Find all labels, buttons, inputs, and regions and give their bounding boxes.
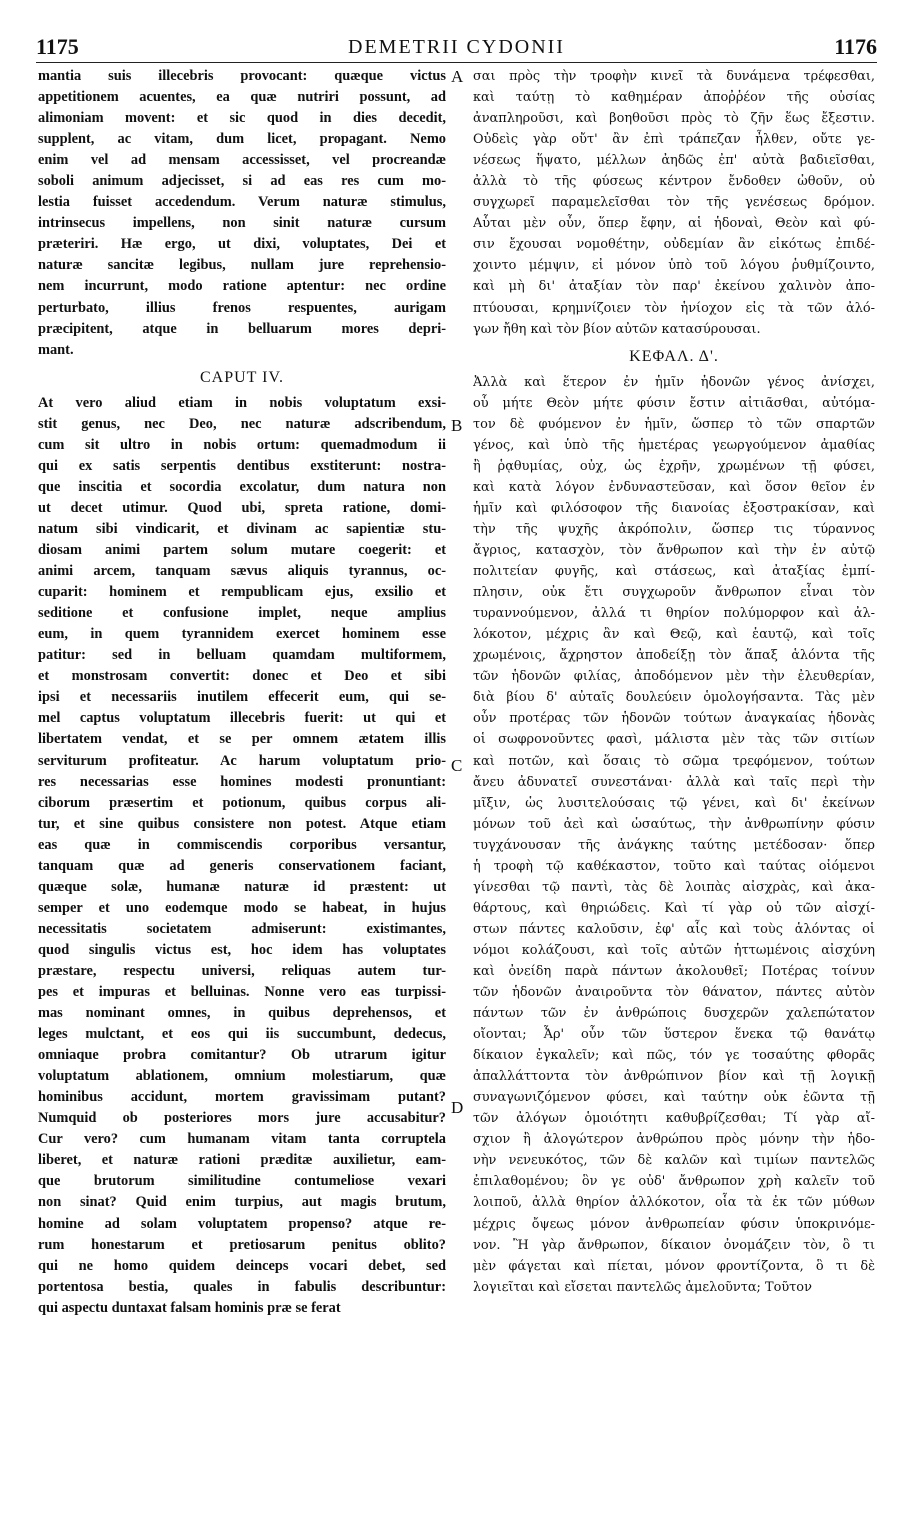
text-line: liberet, et naturæ rationi præditæ auxilietur, eam- [38, 1152, 446, 1169]
text-line: σαι πρὸς τὴν τροφὴν κινεῖ τὰ δυνάμενα τρέφεσθαι, [473, 69, 875, 84]
text-line: μὲν φάγεται καὶ πίεται, μόνον φροντίζοντα, ὃ τι δὲ [473, 1258, 875, 1274]
text-line: naturæ sancitæ legibus, nullam jure reprehensio- [38, 257, 446, 274]
text-line: Cur vero? cum humanam vitam tanta corruptela [38, 1131, 446, 1148]
text-line: τῶν ἡδονῶν ἀναιροῦντα τὸν θάνατον, πάντες αὐτὸν [473, 985, 875, 1001]
text-line: qui ex satis serpentis dentibus exstiterunt: nostra- [38, 457, 446, 474]
text-line: homine ad solam voluptatem propenso? atque re- [38, 1215, 446, 1232]
text-line: alimoniam movent: et sic quod in dies decedit, [38, 110, 446, 127]
text-line: καὶ μὴ δι' ἀταξίαν τὸν παρ' ἐκείνου χαλινὸν ἀπο- [473, 279, 875, 295]
text-line: τυραννούμενον, ἀλλά τι θηρίον πολύμορφον καὶ ἀλ- [473, 606, 875, 622]
text-line: γων ἤθη καὶ τὸν βίον αὐτῶν κατασύρουσαι. [473, 321, 761, 337]
text-line: cum sit ultro in nobis ortum: quemadmodum ii [38, 436, 446, 453]
text-line: τυγχάνουσαν τῆς ἀνάγκης ταύτης μετέδοσαν· ὅπερ [473, 837, 875, 853]
header-rule [36, 62, 877, 63]
text-line: οὗ μήτε Θεὸν μήτε φύσιν ἔστιν αἰτιᾶσθαι, αὐτόμα- [473, 395, 875, 411]
text-line: que inscitia et socordia excolatur, dum natura non [38, 478, 446, 495]
text-line: qui aspectu duntaxat falsam hominis præ se ferat [38, 1299, 341, 1316]
text-line: νόμοι κολάζουσι, καὶ τοῖς αὐτῶν ἡττωμένοις αἰσχύνη [473, 942, 875, 958]
text-line: tur, et sine quibus consistere non potest. Atque etiam [38, 815, 446, 832]
text-line: nem incurrunt, modo ratione aptentur: nec ordine [38, 278, 446, 295]
text-line: præcipitent, atque in belluarum mores depri- [38, 320, 446, 337]
text-line: ἀναπληροῦσι, καὶ βοηθοῦσι πρὸς τὸ ζῆν ἕως ἔξεστιν. [473, 111, 875, 127]
text-line: νέσεως ἥψατο, μέλλων ἀηδῶς ἐπ' αὐτὰ βαδιεῖσθαι, [473, 153, 875, 169]
text-line: καὶ ταύτῃ τὸ καθημέραν ἀποῤῥέον τῆς οὐσίας [473, 90, 875, 106]
text-line: Οὐδεὶς γὰρ οὔτ' ἂν ἐπὶ τράπεζαν ἦλθεν, οὔτε γε- [473, 132, 875, 148]
text-line: πλησιν, οὐκ ἔτι συγχωροῦν ἄνθρωπον εἶναι τὸν [473, 585, 875, 601]
text-line: semper et uno eodemque modo se habeat, in hujus [38, 899, 446, 916]
text-line: At vero aliud etiam in nobis voluptatum exsi- [38, 394, 446, 411]
text-line: rum honestarum et pretiosarum penitus oblito? [38, 1236, 446, 1253]
text-line: libertatem vendat, et se per omnem ætatem illis [38, 731, 446, 748]
text-line: serviturum profiteatur. Ac harum voluptatum prio- [38, 752, 446, 769]
text-line: στων πάντες καλοῦσιν, ἐφ' αἷς καὶ τοὺς ἁλόντας οἱ [473, 921, 875, 937]
text-line: Ἀλλὰ καὶ ἕτερον ἐν ἡμῖν ἡδονῶν γένος ἀνίσχει, [473, 374, 875, 390]
text-line: necessitatis societatem admiserunt: existimantes, [38, 920, 446, 937]
text-line: τῶν ἡδονῶν φιλίας, ἀποδόμενον μὲν τὴν ἐλευθερίαν, [473, 669, 875, 685]
text-line: Numquid ob posteriores mors jure accusabitur? [38, 1110, 446, 1127]
text-line: ἄγριος, κατασχὸν, τὸν ἄνθρωπον καὶ τὴν ἐν αὐτῷ [473, 543, 875, 559]
text-line: ut decet utimur. Quod ubi, spreta ratione, domi- [38, 499, 446, 516]
text-line: res necessarias esse homines modesti pronuntiant: [38, 773, 446, 790]
text-line: γένος, καὶ ὑπὸ τῆς ἡμετέρας γεωργούμενον ἀμαθίας [473, 437, 875, 453]
text-line: ἡ τροφὴ τῷ καθέκαστον, τοῦτο καὶ ταύτας οἰόμενοι [473, 858, 875, 874]
text-line: mant. [38, 341, 74, 358]
text-line: enim vel ad mensam accessisset, vel procreandæ [38, 152, 446, 169]
text-line: quod singulis victus est, hoc idem has voluptates [38, 941, 446, 958]
text-line: δίκαιον ἐγκαλεῖν; καὶ πῶς, τόν γε τοσαύτης φθορᾶς [473, 1048, 875, 1064]
text-line: ἡμῖν καὶ φιλόσοφον τῆς διανοίας ἐξοστρακίσαν, καὶ [473, 500, 875, 516]
text-line: eas quæ in commiscendis corporibus versantur, [38, 836, 446, 853]
text-line: καὶ ποτῶν, καὶ ὅσαις τὸ σῶμα τρεφόμενον, τούτων [473, 753, 875, 769]
text-line: mantia suis illecebris provocant: quæque victus [38, 68, 446, 84]
text-line: συγχωρεῖ παραμελεῖσθαι τὸν τῆς γενέσεως δρόμον. [473, 195, 875, 211]
text-line: intrinsecus impellens, non sinit naturæ cursum [38, 215, 446, 232]
text-line: perturbato, illius frenos respuentes, aurigam [38, 299, 446, 316]
text-line: λοιποῦ, ἀλλὰ θηρίον ἀλλόκοτον, οἷα τὰ ἐκ τῶν μύθων [473, 1195, 875, 1211]
text-line: μέχρις ὄψεως μόνον ἀνθρωπείαν φύσιν ὑποκρινόμε- [473, 1216, 875, 1232]
text-line: μῖξιν, ὡς λυσιτελούσαις τῷ γένει, καὶ δι' ἐκείνων [473, 795, 875, 811]
text-line: ciborum præsertim et potionum, quibus corpus ali- [38, 794, 446, 811]
text-line: οἴονται; Ἆρ' οὖν τῶν ὕστερον ἕνεκα τῷ θανάτῳ [473, 1027, 875, 1043]
text-line: diosam animi partem solum mutare coegerit: et [38, 542, 446, 559]
text-line: συναγωνιζόμενον φύσει, καὶ ταύτην οὐκ ἐῶντα τῇ [473, 1090, 875, 1106]
running-title: DEMETRII CYDONII [348, 36, 565, 58]
text-line: natum sibi vindicarit, et divinam ac sapientiæ stu- [38, 520, 446, 537]
text-line: οὖν προτέρας τῶν ἡδονῶν τούτων ἀναγκαίας ἡδονὰς [473, 711, 875, 727]
text-line: καὶ κατὰ λόγον ἐνδυναστεῦσαν, καὶ ὅσον θεῖον ἐν [473, 479, 875, 495]
text-line: θάρτους, καὶ θηριώδεις. Καὶ τί γὰρ οὐ τῶν αἰσχί- [473, 900, 875, 916]
text-line: appetitionem acuentes, ea quæ nutriri possunt, ad [38, 89, 446, 106]
text-line: τῶν ἀλόγων ὁμοιότητι καθυβρίζεσθαι; Τί γὰρ αἴ- [473, 1111, 875, 1127]
text-line: ἄνευ ἀδυνατεῖ συνεστάναι· ἀλλὰ καὶ ταῖς περὶ τὴν [473, 774, 875, 790]
text-line: λογιεῖται καὶ εἴσεται παντελῶς ἀμελοῦντα; Τοῦτον [473, 1279, 812, 1295]
text-line: Αὗται μὲν οὖν, ὅπερ ἔφην, αἱ ἡδοναὶ, Θεὸν καὶ φύ- [473, 216, 875, 232]
text-line: animi arcem, tanquam sævus aliquis tyrannus, oc- [38, 563, 446, 580]
section-marker-b: B [451, 416, 463, 435]
text-line: χρωμένοις, ἄχρηστον ἀποδείξῃ τὸν ἅπαξ ἁλόντα τῆς [473, 648, 875, 664]
text-line: cuparit: hominem et rempublicam ejus, exsilio et [38, 584, 446, 601]
text-line: διὰ βίου δ' αὐταῖς δουλεύειν ὁμολογήσαντα. Τὰς μὲν [473, 690, 875, 706]
text-line: qui ne homo quidem deinceps vocari debet, sed [38, 1257, 446, 1274]
greek-column [473, 66, 875, 1466]
text-line: leges mulctant, et eos qui iis succumbunt, dedecus, [38, 1026, 446, 1043]
text-line: quæque solæ, humanæ naturæ id præstent: ut [38, 878, 446, 895]
text-line: ἐπιλαθομένου; ὃν γε οὐδ' ἄνθρωπον χρὴ καλεῖν τοῦ [473, 1174, 875, 1190]
text-line: tanquam quæ ad generis conservationem faciant, [38, 857, 446, 874]
text-line: γίνεσθαι τῷ παντὶ, τὰς δὲ λοιπὰς αἰσχρὰς, καὶ ἀκα- [473, 879, 875, 895]
text-line: νὴν νενευκότος, τῶν δὲ καλῶν καὶ τιμίων παντελῶς [473, 1153, 875, 1169]
text-line: καὶ ὀνείδη παρὰ πάντων ἀκολουθεῖ; Ποτέρας τοίνυν [473, 963, 875, 979]
text-line: σχιον ἢ ἀλογώτερον ἀνθρώπου πρὸς μόνην τὴν ἡδο- [473, 1132, 875, 1148]
text-line: τον δὲ φυόμενον ἐν ἡμῖν, ὥσπερ τὸ τῶν σπαρτῶν [473, 416, 875, 432]
text-line: non sinat? Quid enim turpius, aut magis brutum, [38, 1194, 446, 1211]
section-marker-a: A [451, 67, 464, 86]
text-line: σιν ἔχουσαι νομοθέτην, οὐδεμίαν ἂν εἰκότως ἐπιδέ- [473, 237, 875, 253]
section-marker-c: C [451, 756, 463, 775]
text-line: οἱ σωφρονοῦντες φασὶ, μάλιστα μὲν τὰς τῶν σιτίων [473, 732, 875, 748]
text-line: pes et impuras et belluinas. Nonne vero eas turpissi- [38, 984, 446, 1001]
text-line: ἀλλὰ τὸ τῆς φύσεως κέντρον ἔνδοθεν ὠθοῦν, οὐ [473, 174, 875, 190]
latin-chapter-heading: CAPUT IV. [200, 368, 284, 386]
text-line: λόκοτον, μέχρις ἂν καὶ Θεῷ, καὶ ἑαυτῷ, καὶ τοῖς [473, 627, 875, 643]
text-line: portentosa bestia, quales in fabulis describuntur: [38, 1278, 446, 1295]
text-line: soboli animum adjecisset, si ad eas res cum mo- [38, 173, 446, 190]
page-number-right: 1176 [834, 34, 877, 59]
text-line: hominibus accidunt, mortem gravissimam putant? [38, 1089, 446, 1106]
text-line: que brutorum similitudine contumeliose vexari [38, 1173, 446, 1190]
text-line: πάντων τῶν ἐν ἀνθρώποις δυσχερῶν χαλεπώτατον [473, 1006, 875, 1022]
text-line: νον. Ἢ γὰρ ἄνθρωπον, δίκαιον ὀνομάζειν τὸν, ὃ τι [473, 1237, 875, 1253]
text-line: et monstrosam convertit: donec et Deo et sibi [38, 668, 446, 685]
text-line: ἢ ῥᾳθυμίας, οὐχ, ὡς ἐχρῆν, χρωμένων τῇ φύσει, [473, 458, 875, 474]
section-marker-d: D [451, 1098, 464, 1117]
greek-chapter-heading: ΚΕΦΑΛ. Δ'. [629, 347, 719, 365]
text-line: mas nominant omnes, in quibus deprehensos, et [38, 1005, 446, 1022]
text-line: voluptatum ablationem, omnium molestiarum, quæ [38, 1068, 446, 1085]
page-number-left: 1175 [36, 34, 79, 59]
text-line: eum, in quem tyrannidem exercet hominem esse [38, 626, 446, 643]
latin-column [38, 66, 446, 1466]
text-line: πτύουσαι, κρημνίζοιεν τὸν ἡνίοχον εἰς τὰ τῶν ἀλό- [473, 300, 875, 316]
text-line: præteriri. Hæ ergo, ut dixi, voluptates, Dei et [38, 236, 446, 253]
text-line: μόνων τοῦ ἀεὶ καὶ ὡσαύτως, τὴν ἀνθρωπίνην φύσιν [473, 816, 875, 832]
text-line: mel captus voluptatum illecebris fuerit: ut qui et [38, 710, 446, 727]
text-line: patitur: sed in belluam quamdam multiformem, [38, 647, 446, 664]
text-line: χοιντο μέμψιν, εἰ μόνον ὑπὸ τοῦ λόγου ῥυθμίζοιντο, [473, 258, 875, 274]
text-line: omniaque probra comitantur? Ob utrarum igitur [38, 1047, 446, 1064]
text-line: præstare, respectu universi, reliquas autem tur- [38, 962, 446, 979]
text-line: πολιτείαν φυγῆς, καὶ στάσεως, καὶ ἀταξίας ἐμπί- [473, 564, 875, 580]
text-line: seditione et confusione implet, neque amplius [38, 605, 446, 622]
text-line: ἀπαλλάττοντα τὸν ἀνθρώπινον βίον καὶ τῇ λογικῇ [473, 1069, 875, 1085]
text-line: stit genus, nec Deo, nec naturæ adscribendum, [38, 415, 446, 432]
text-line: τὴν τῆς ψυχῆς ἀκρόπολιν, ὥσπερ τις τύραννος [473, 521, 875, 537]
text-line: lestia fuisset accedendum. Verum naturæ stimulus, [38, 194, 446, 211]
text-line: supplent, ac vitam, dum licet, propagant. Nemo [38, 131, 446, 148]
text-line: ipsi et necessariis inutilem effecerit eum, qui se- [38, 689, 446, 706]
